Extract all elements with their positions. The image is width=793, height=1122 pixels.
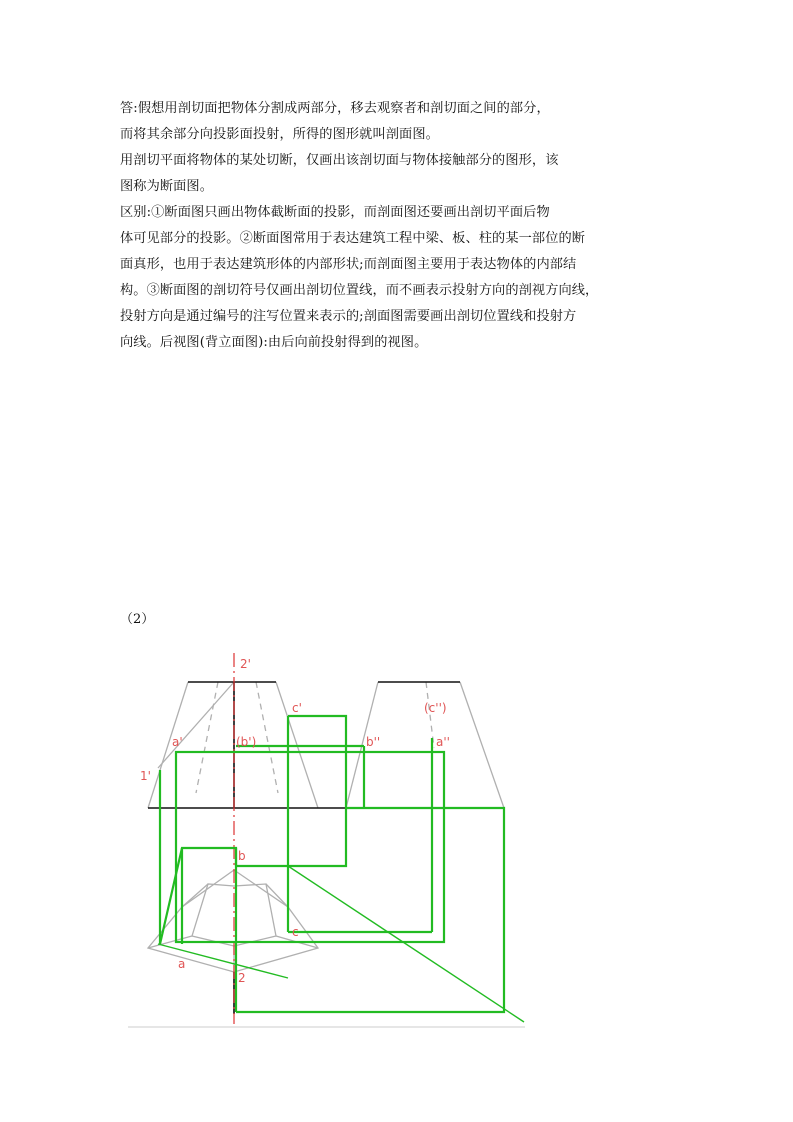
projection-drawing [128,648,528,1030]
answer-line-10: 向线。后视图(背立面图):由后向前投射得到的视图。 [120,335,428,350]
hidden-line-left [196,682,218,793]
answer-line-9: 投射方向是通过编号的注写位置来表示的;剖面图需要画出剖切位置线和投射方 [120,309,577,324]
label-b-plan: b [238,849,246,863]
hidden-line-right [256,682,278,793]
label-a-prime-left: a' [172,735,183,749]
label-c-prime: c' [292,701,302,715]
label-b-double-prime: b'' [366,735,381,749]
section-diagonal [288,866,524,1022]
label-a-double-prime: a'' [436,735,450,749]
answer-text-block [120,96,640,356]
label-1-prime: 1' [140,769,151,783]
right-frustum-right-edge [460,682,504,808]
answer-line-5: 区别:①断面图只画出物体截断面的投影，而剖面图还要画出剖切平面后物 [120,205,550,220]
answer-line-1: 答:假想用剖切面把物体分割成两部分，移去观察者和剖切面之间的部分， [120,101,550,116]
label-c-double-prime: (c'') [424,701,447,715]
label-2-prime-top: 2' [240,657,251,671]
section-lines [158,716,524,1022]
answer-line-3: 用剖切平面将物体的某处切断，仅画出该剖切面与物体接触部分的图形，该 [120,153,559,168]
figure-label: （2） [120,612,155,627]
front-view-diagonal [158,682,234,768]
section-outline-upper [288,716,346,808]
point-labels [140,657,450,985]
label-b-prime-paren: (b') [236,735,257,749]
answer-line-7: 面真形，也用于表达建筑形体的内部形状;而剖面图主要用于表达物体的内部结 [120,257,577,272]
label-c-plan: c [292,925,299,939]
label-2-plan: 2 [238,971,246,985]
answer-line-4: 图称为断面图。 [120,179,214,194]
answer-line-2: 而将其余部分向投影面投射，所得的图形就叫剖面图。 [120,127,439,142]
answer-line-8: 构。③断面图的剖切符号仅画出剖切位置线，而不画表示投射方向的剖视方向线， [120,283,599,298]
answer-line-6: 体可见部分的投影。②断面图常用于表达建筑工程中梁、板、柱的某一部位的断 [120,231,586,246]
label-a-plan: a [178,957,186,971]
